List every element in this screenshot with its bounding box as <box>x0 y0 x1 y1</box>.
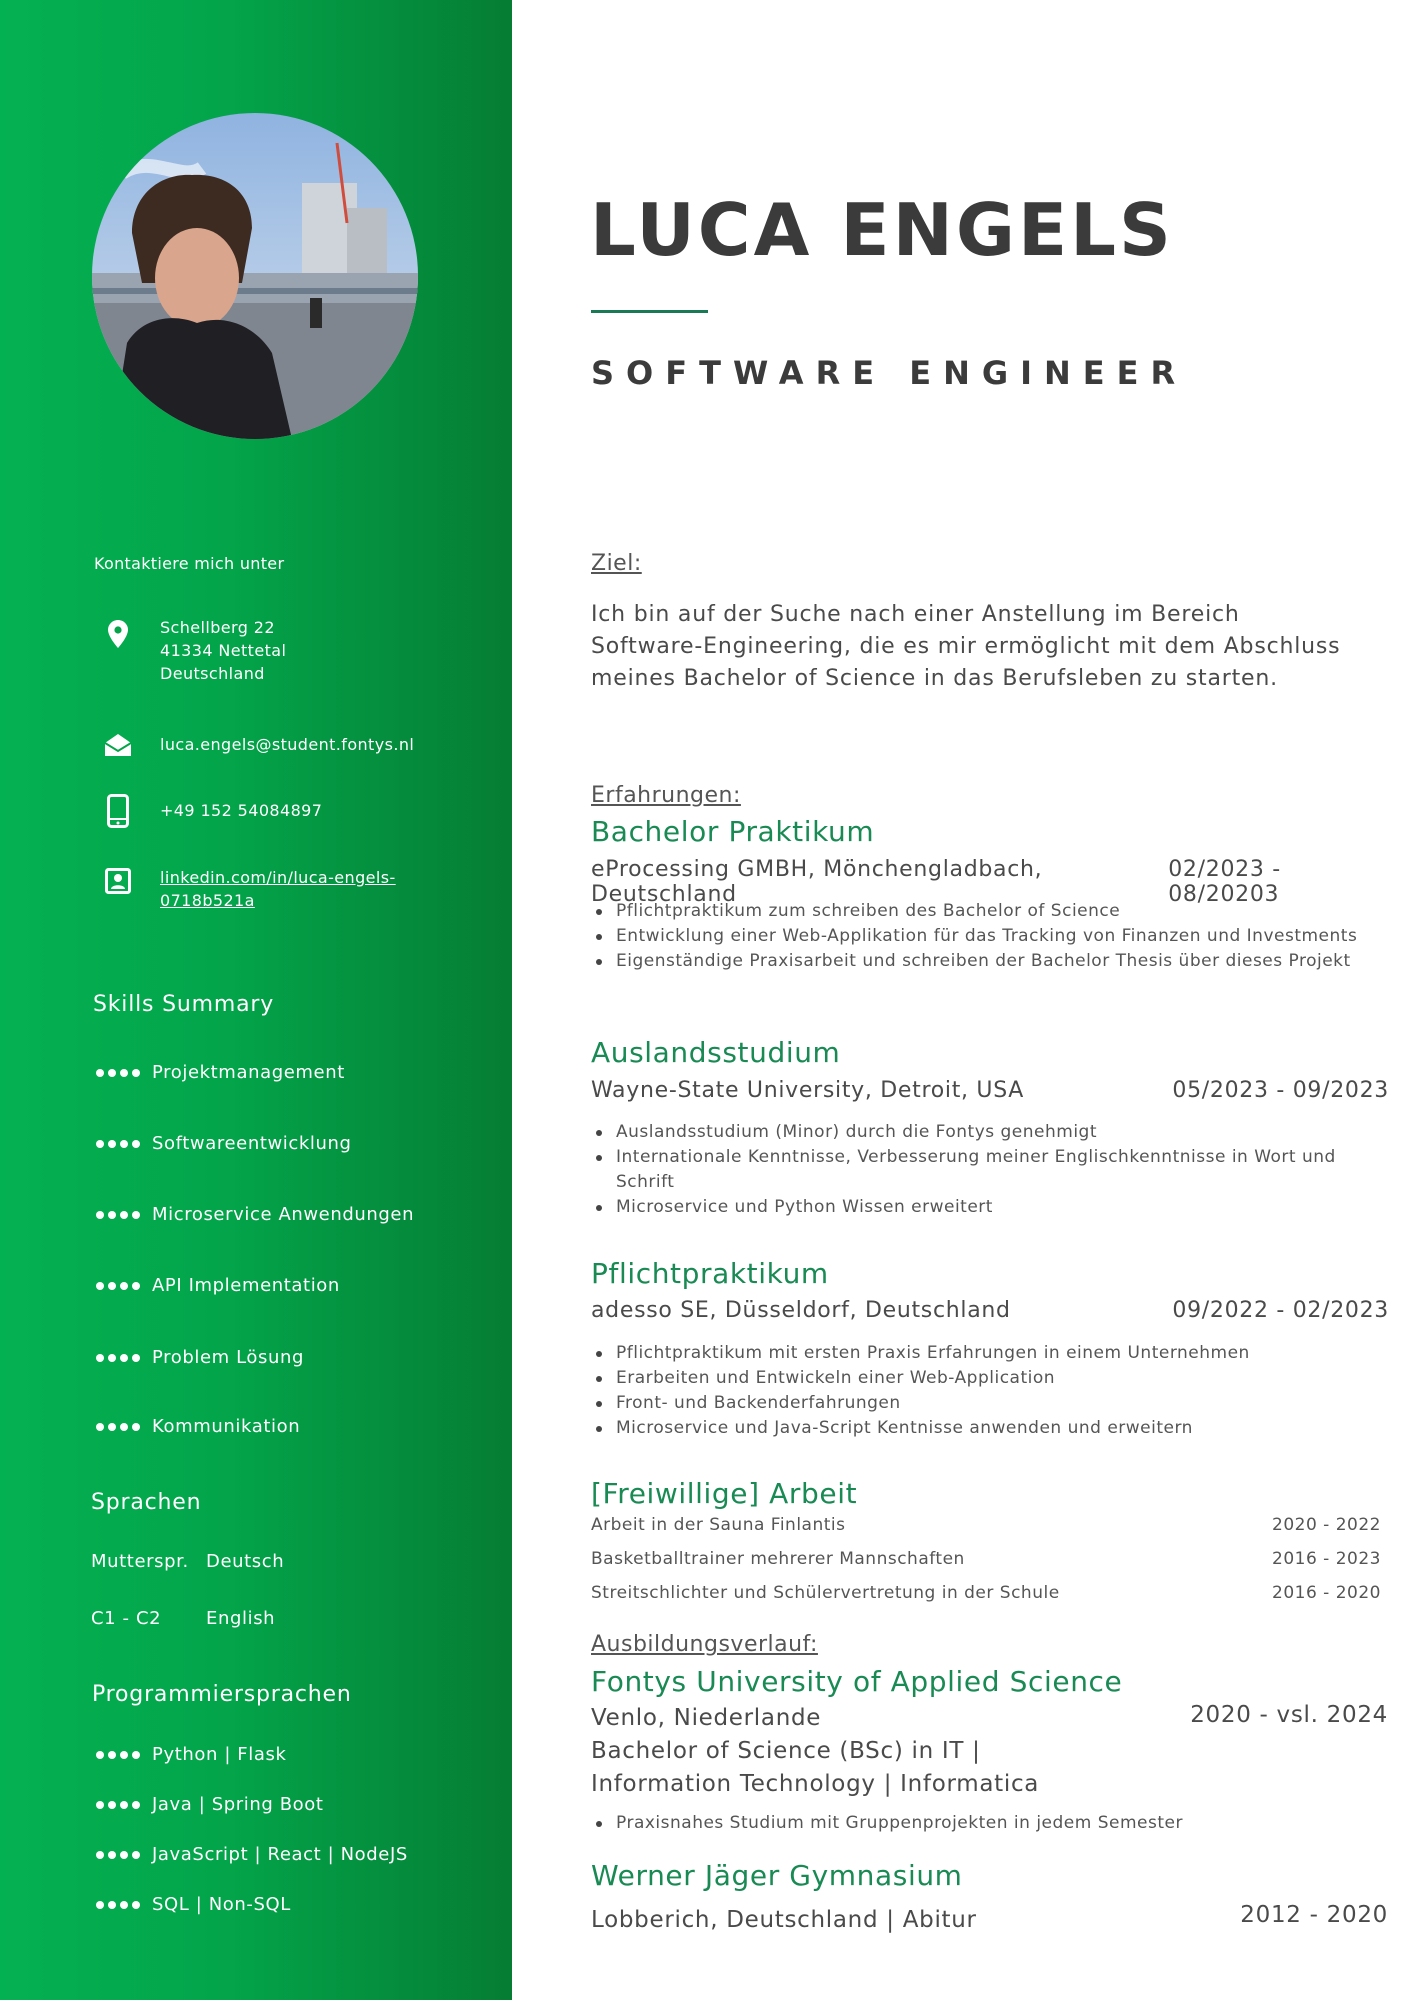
email-text[interactable]: luca.engels@student.fontys.nl <box>160 735 415 754</box>
university-details: Venlo, Niederlande Bachelor of Science (BSc) in IT | Information Technology | Informatica <box>591 1705 1040 1797</box>
experience-label: Erfahrungen: <box>591 783 741 808</box>
list-item: Auslandsstudium (Minor) durch die Fontys genehmigt <box>591 1120 1361 1145</box>
job-bullets <box>591 1341 1361 1441</box>
volunteer-item: Arbeit in der Sauna Finlantis 2020 - 2022 <box>591 1515 1381 1535</box>
job-dates: 02/2023 - 08/20203 <box>1168 857 1281 907</box>
linkedin-row[interactable] <box>100 863 396 912</box>
skill-item: API Implementation <box>96 1275 340 1296</box>
skill-item: Projektmanagement <box>96 1062 345 1083</box>
job-bullets <box>591 899 1361 974</box>
phone-text[interactable]: +49 152 54084897 <box>160 801 323 820</box>
skill-level-dots <box>96 1354 140 1362</box>
objective-label: Ziel: <box>591 551 642 576</box>
person-name: LUCA ENGELS <box>590 188 1174 272</box>
job-company-row <box>591 1078 1389 1103</box>
job-title-heading: Bachelor Praktikum <box>591 815 875 848</box>
language-item: C1 - C2 English <box>91 1608 276 1629</box>
volunteer-heading: [Freiwillige] Arbeit <box>591 1477 858 1510</box>
location-pin-icon <box>100 616 136 652</box>
list-item: Erarbeiten und Entwickeln einer Web-Application <box>591 1366 1361 1391</box>
phone-row[interactable] <box>100 793 322 829</box>
profile-card-icon <box>100 863 136 899</box>
volunteer-item: Streitschlichter und Schülervertretung in der Schule 2016 - 2020 <box>591 1583 1381 1603</box>
university-heading: Fontys University of Applied Science <box>591 1665 1123 1698</box>
list-item: Microservice und Python Wissen erweitert <box>591 1195 1361 1220</box>
job-company: adesso SE, Düsseldorf, Deutschland <box>591 1298 1011 1323</box>
job-company: Wayne-State University, Detroit, USA <box>591 1078 1025 1103</box>
school-heading: Werner Jäger Gymnasium <box>591 1859 963 1892</box>
languages-heading: Sprachen <box>91 1490 202 1515</box>
skill-level-dots <box>96 1140 140 1148</box>
programming-item: Python | Flask <box>96 1744 287 1765</box>
list-item: Eigenständige Praxisarbeit und schreiben der Bachelor Thesis über dieses Projekt <box>591 949 1361 974</box>
programming-item: JavaScript | React | NodeJS <box>96 1844 408 1865</box>
skill-level-dots <box>96 1069 140 1077</box>
job-bullets <box>591 1120 1361 1220</box>
address-row <box>100 616 286 685</box>
skill-level-dots <box>96 1751 140 1759</box>
job-dates: 09/2022 - 02/2023 <box>1172 1298 1389 1323</box>
skill-item: Softwareentwicklung <box>96 1133 352 1154</box>
programming-item: SQL | Non-SQL <box>96 1894 291 1915</box>
job-company: eProcessing GMBH, Mönchengladbach, Deutschland <box>591 857 1043 907</box>
job-company-row <box>591 1298 1389 1323</box>
programming-item: Java | Spring Boot <box>96 1794 324 1815</box>
school-dates: 2012 - 2020 <box>1240 1902 1388 1928</box>
skill-level-dots <box>96 1282 140 1290</box>
address-text: Schellberg 22 41334 Nettetal Deutschland <box>160 618 287 683</box>
sidebar <box>0 0 512 2000</box>
list-item: Microservice und Java-Script Kentnisse anwenden und erweitern <box>591 1416 1361 1441</box>
mail-icon <box>100 727 136 763</box>
job-title: SOFTWARE ENGINEER <box>591 354 1188 392</box>
skill-level-dots <box>96 1901 140 1909</box>
skill-level-dots <box>96 1801 140 1809</box>
email-row[interactable] <box>100 727 414 763</box>
phone-icon <box>100 793 136 829</box>
skill-item: Kommunikation <box>96 1416 300 1437</box>
school-details: Lobberich, Deutschland | Abitur <box>591 1907 977 1933</box>
job-dates: 05/2023 - 09/2023 <box>1172 1078 1389 1103</box>
skill-level-dots <box>96 1423 140 1431</box>
language-item: Mutterspr. Deutsch <box>91 1551 285 1572</box>
objective-text: Ich bin auf der Suche nach einer Anstellung im Bereich Software-Engineering, die es mir ermöglicht mit dem Abschluss meines Bachelor of Science in das Berufsleben zu starten. <box>591 602 1341 691</box>
job-title-heading: Pflichtpraktikum <box>591 1257 829 1290</box>
skill-level-dots <box>96 1851 140 1859</box>
skill-level-dots <box>96 1211 140 1219</box>
university-dates: 2020 - vsl. 2024 <box>1190 1702 1388 1728</box>
skills-heading: Skills Summary <box>93 992 275 1017</box>
job-title-heading: Auslandsstudium <box>591 1036 841 1069</box>
list-item: Praxisnahes Studium mit Gruppenprojekten in jedem Semester <box>591 1811 1361 1836</box>
list-item: Entwicklung einer Web-Applikation für das Tracking von Finanzen und Investments <box>591 924 1361 949</box>
list-item: Internationale Kenntnisse, Verbesserung meiner Englischkenntnisse in Wort und Schrift <box>591 1145 1361 1195</box>
volunteer-item: Basketballtrainer mehrerer Mannschaften 2016 - 2023 <box>591 1549 1381 1569</box>
list-item: Pflichtpraktikum zum schreiben des Bachelor of Science <box>591 899 1361 924</box>
title-divider <box>591 310 708 313</box>
skill-item: Microservice Anwendungen <box>96 1204 414 1225</box>
skill-item: Problem Lösung <box>96 1347 304 1368</box>
list-item: Pflichtpraktikum mit ersten Praxis Erfahrungen in einem Unternehmen <box>591 1341 1361 1366</box>
university-bullets <box>591 1811 1361 1836</box>
programming-heading: Programmiersprachen <box>92 1682 352 1707</box>
list-item: Front- und Backenderfahrungen <box>591 1391 1361 1416</box>
linkedin-link[interactable]: linkedin.com/in/luca-engels- 0718b521a <box>160 868 396 910</box>
contact-label: Kontaktiere mich unter <box>94 554 285 573</box>
profile-photo <box>92 113 418 439</box>
education-label: Ausbildungsverlauf: <box>591 1632 818 1657</box>
